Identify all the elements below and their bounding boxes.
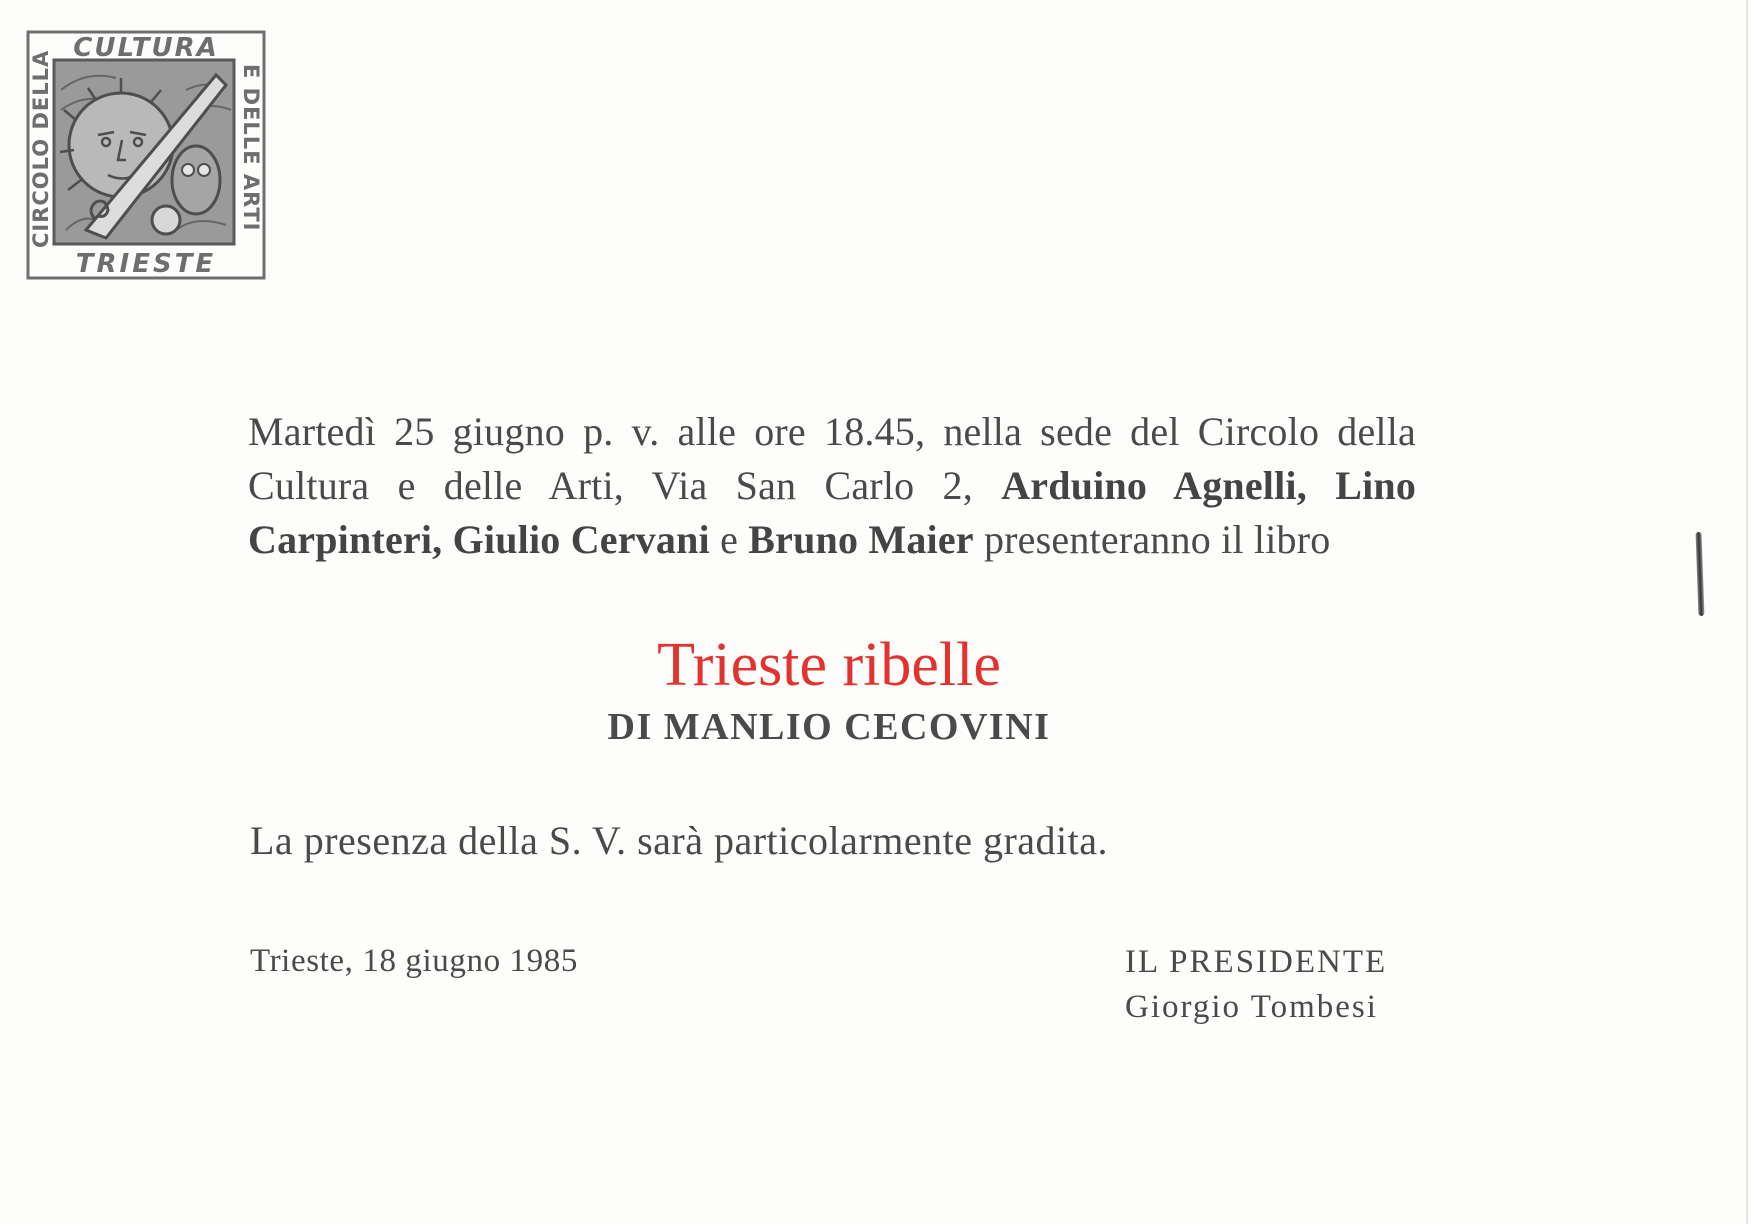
speaker-3: Giulio Cervani	[452, 517, 710, 562]
circolo-logo	[26, 30, 266, 280]
card-edge	[1746, 0, 1748, 1224]
speaker-1: Arduino Agnelli,	[1001, 463, 1307, 508]
book-author: DI MANLIO CECOVINI	[607, 706, 1051, 748]
speaker-2: Lino Carpinteri,	[248, 463, 1417, 562]
intro-prefix: Martedì 25 giugno p. v. alle ore 18.45, nella sede del Circolo della Cultura e delle Arti, Via San Carlo 2,	[248, 409, 1416, 508]
signature-block	[1000, 940, 1418, 1030]
intro-suffix: presenteranno il libro	[983, 517, 1331, 562]
logo-right-text: E DELLE ARTI	[239, 64, 263, 232]
book-title: Trieste ribelle	[657, 631, 1001, 699]
circolo-logo-image	[26, 30, 266, 280]
closing-sentence: La presenza della S. V. sarà particolarmente gradita.	[250, 818, 1109, 863]
logo-top-text: CULTURA	[73, 33, 219, 63]
staple-mark	[1696, 532, 1705, 616]
logo-left-text: CIRCOLO DELLA	[29, 49, 53, 248]
place-date: Trieste, 18 giugno 1985	[250, 943, 578, 979]
signature-name: Giorgio Tombesi	[1125, 989, 1378, 1025]
speaker-4: Bruno Maier	[748, 517, 974, 562]
signature-role: IL PRESIDENTE	[1125, 944, 1388, 980]
invitation-text	[248, 405, 1416, 567]
conjunction: e	[720, 517, 739, 562]
logo-bottom-text: TRIESTE	[75, 249, 217, 279]
